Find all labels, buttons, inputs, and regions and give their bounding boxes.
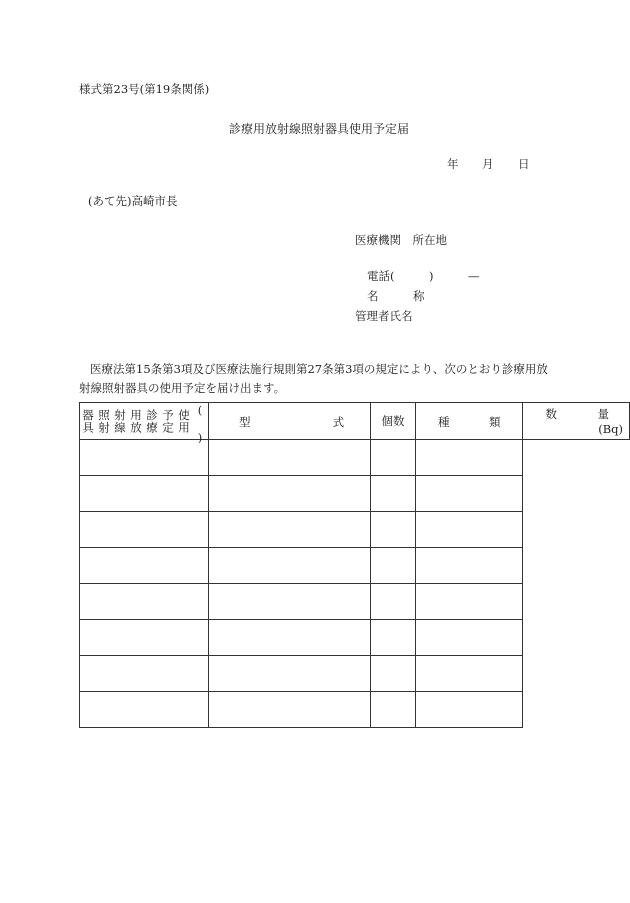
table-row bbox=[80, 512, 630, 548]
header-type-a: 型 bbox=[239, 415, 251, 429]
kind-cell[interactable] bbox=[371, 548, 416, 584]
type-cell[interactable] bbox=[80, 656, 209, 692]
kind-cell[interactable] bbox=[371, 656, 416, 692]
header-kind-b: 類 bbox=[488, 415, 501, 429]
table-row bbox=[80, 548, 630, 584]
institution-phone-label: 電話( ) — bbox=[367, 269, 480, 283]
type-cell[interactable] bbox=[80, 692, 209, 728]
header-qty-a: 数 bbox=[545, 407, 557, 421]
kind-cell[interactable] bbox=[371, 620, 416, 656]
header-qty-b: 量 bbox=[597, 407, 609, 421]
count-cell[interactable] bbox=[209, 476, 371, 512]
type-cell[interactable] bbox=[80, 548, 209, 584]
table-row bbox=[80, 440, 630, 476]
side-label bbox=[80, 403, 209, 446]
kind-cell[interactable] bbox=[371, 584, 416, 620]
kind-cell[interactable] bbox=[371, 476, 416, 512]
table-row bbox=[80, 476, 630, 512]
side-label-text: 使用予定診療用放射線照射器具 bbox=[81, 408, 191, 434]
table-header-row bbox=[80, 403, 630, 440]
institution-address-label: 医療機関 所在地 bbox=[355, 233, 447, 247]
page-title: 診療用放射線照射器具使用予定届 bbox=[229, 122, 410, 136]
type-cell[interactable] bbox=[80, 620, 209, 656]
table-row bbox=[80, 620, 630, 656]
table-row bbox=[80, 692, 630, 728]
count-cell[interactable] bbox=[209, 512, 371, 548]
quantity-cell[interactable] bbox=[416, 620, 523, 656]
form-number: 様式第23号(第19条関係) bbox=[79, 82, 210, 96]
header-type-b: 式 bbox=[332, 415, 345, 429]
header-kind-a: 種 bbox=[438, 415, 450, 429]
quantity-cell[interactable] bbox=[416, 656, 523, 692]
header-kind bbox=[416, 403, 523, 440]
type-cell[interactable] bbox=[80, 476, 209, 512]
table-row bbox=[80, 584, 630, 620]
header-qty-unit: (Bq) bbox=[598, 422, 623, 436]
kind-cell[interactable] bbox=[371, 512, 416, 548]
institution-name-label: 名 称 bbox=[367, 289, 425, 303]
quantity-cell[interactable] bbox=[416, 584, 523, 620]
header-type bbox=[209, 403, 371, 440]
count-cell[interactable] bbox=[209, 548, 371, 584]
header-count: 個数 bbox=[371, 403, 416, 440]
date-year: 年 bbox=[447, 157, 459, 171]
count-cell[interactable] bbox=[209, 440, 371, 476]
count-cell[interactable] bbox=[209, 692, 371, 728]
count-cell[interactable] bbox=[209, 656, 371, 692]
quantity-cell[interactable] bbox=[416, 548, 523, 584]
device-table bbox=[79, 402, 630, 728]
quantity-cell[interactable] bbox=[416, 512, 523, 548]
type-cell[interactable] bbox=[80, 512, 209, 548]
type-cell[interactable] bbox=[80, 440, 209, 476]
kind-cell[interactable] bbox=[371, 692, 416, 728]
quantity-cell[interactable] bbox=[416, 692, 523, 728]
header-quantity bbox=[523, 403, 630, 440]
quantity-cell[interactable] bbox=[416, 440, 523, 476]
kind-cell[interactable] bbox=[371, 440, 416, 476]
count-cell[interactable] bbox=[209, 584, 371, 620]
date-line bbox=[447, 156, 530, 172]
date-day: 日 bbox=[518, 157, 530, 171]
side-bracket: ( ) bbox=[193, 403, 207, 446]
table-row bbox=[80, 656, 630, 692]
quantity-cell[interactable] bbox=[416, 476, 523, 512]
date-month: 月 bbox=[482, 157, 494, 171]
declaration-text: 医療法第15条第3項及び医療法施行規則第27条第3項の規定により、次のとおり診療用放射線照射器具の使用予定を届け出ます。 bbox=[79, 362, 548, 395]
count-cell[interactable] bbox=[209, 620, 371, 656]
manager-name-label: 管理者氏名 bbox=[355, 309, 413, 323]
addressee: (あて先)高崎市長 bbox=[88, 194, 178, 208]
type-cell[interactable] bbox=[80, 584, 209, 620]
